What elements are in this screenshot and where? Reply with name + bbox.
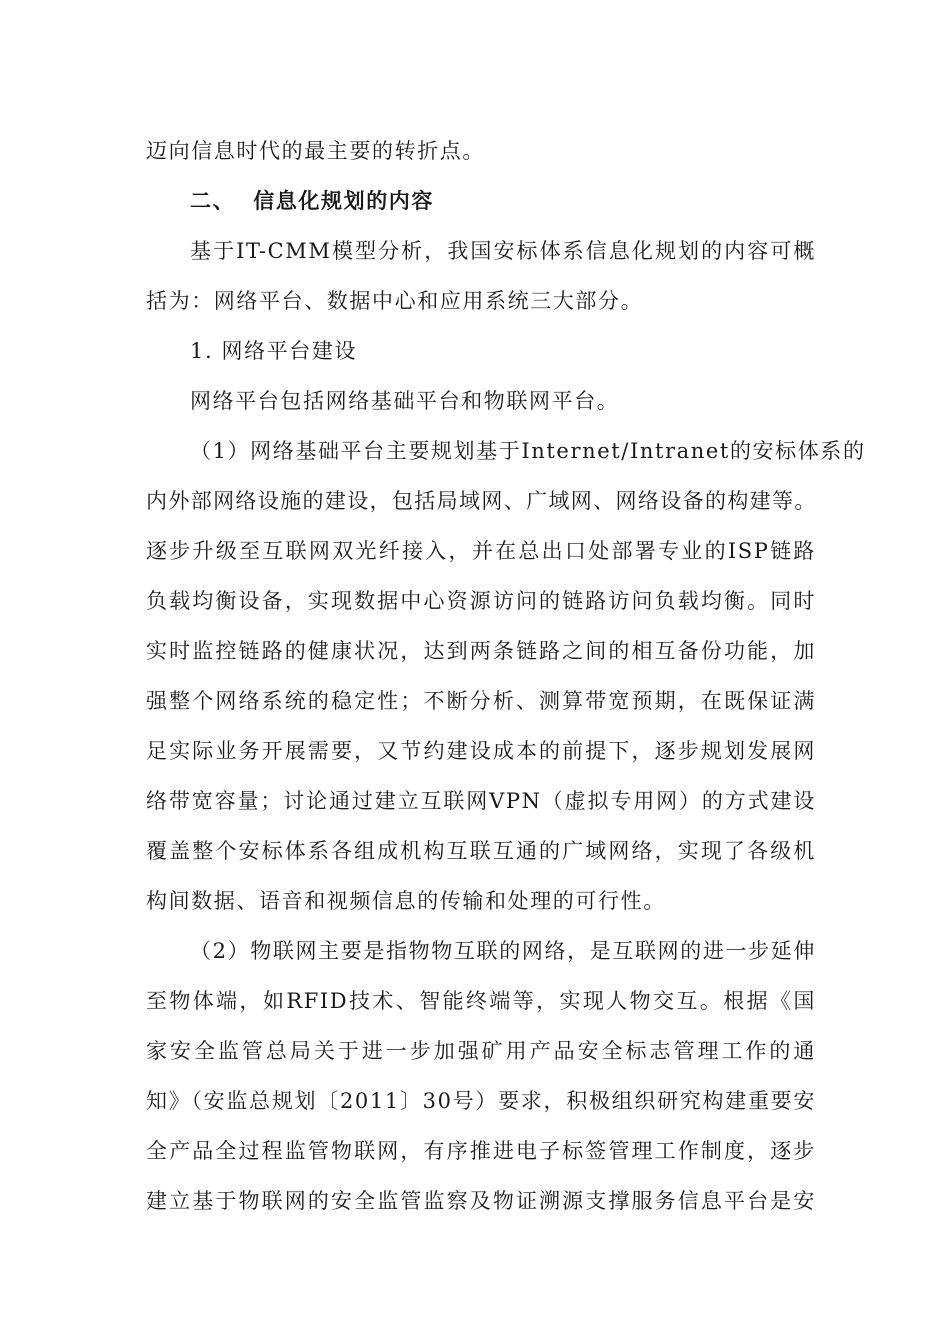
paragraph-line: 内外部网络设施的建设，包括局域网、广域网、网络设备的构建等。 bbox=[146, 489, 816, 513]
paragraph-line: 家安全监管总局关于进一步加强矿用产品安全标志管理工作的通 bbox=[146, 1039, 816, 1063]
section-heading-number: 二、 bbox=[190, 188, 236, 213]
paragraph-line: 基于IT-CMM模型分析，我国安标体系信息化规划的内容可概 bbox=[190, 239, 816, 263]
paragraph-line: 实时监控链路的健康状况，达到两条链路之间的相互备份功能，加 bbox=[146, 639, 816, 663]
section-heading bbox=[190, 186, 860, 216]
paragraph-line: 负载均衡设备，实现数据中心资源访问的链路访问负载均衡。同时 bbox=[146, 589, 816, 613]
paragraph-line: 络带宽容量；讨论通过建立互联网VPN（虚拟专用网）的方式建设 bbox=[146, 789, 816, 813]
paragraph-line: 知》（安监总规划〔2011〕30号）要求，积极组织研究构建重要安 bbox=[146, 1089, 816, 1113]
paragraph-line: 迈向信息时代的最主要的转折点。 bbox=[146, 139, 485, 163]
paragraph-line: 网络平台包括网络基础平台和物联网平台。 bbox=[190, 389, 620, 413]
subsection-heading: 1. 网络平台建设 bbox=[190, 339, 358, 363]
paragraph-line: 括为：网络平台、数据中心和应用系统三大部分。 bbox=[146, 289, 644, 313]
paragraph-line: 至物体端，如RFID技术、智能终端等，实现人物交互。根据《国 bbox=[146, 989, 816, 1013]
paragraph-line: （2）物联网主要是指物物互联的网络，是互联网的进一步延伸 bbox=[190, 939, 816, 963]
paragraph-line: 构间数据、语音和视频信息的传输和处理的可行性。 bbox=[146, 889, 666, 913]
section-heading-title: 信息化规划的内容 bbox=[253, 188, 435, 213]
paragraph-line: 足实际业务开展需要，又节约建设成本的前提下，逐步规划发展网 bbox=[146, 739, 816, 763]
paragraph-line: 覆盖整个安标体系各组成机构互联互通的广域网络，实现了各级机 bbox=[146, 839, 816, 863]
paragraph-line: 逐步升级至互联网双光纤接入，并在总出口处部署专业的ISP链路 bbox=[146, 539, 816, 563]
paragraph-line: 强整个网络系统的稳定性；不断分析、测算带宽预期，在既保证满 bbox=[146, 689, 816, 713]
paragraph-line: 全产品全过程监管物联网，有序推进电子标签管理工作制度，逐步 bbox=[146, 1139, 816, 1163]
paragraph-line: 建立基于物联网的安全监管监察及物证溯源支撑服务信息平台是安 bbox=[146, 1189, 816, 1213]
paragraph-line: （1）网络基础平台主要规划基于Internet/Intranet的安标体系的 bbox=[190, 439, 866, 463]
